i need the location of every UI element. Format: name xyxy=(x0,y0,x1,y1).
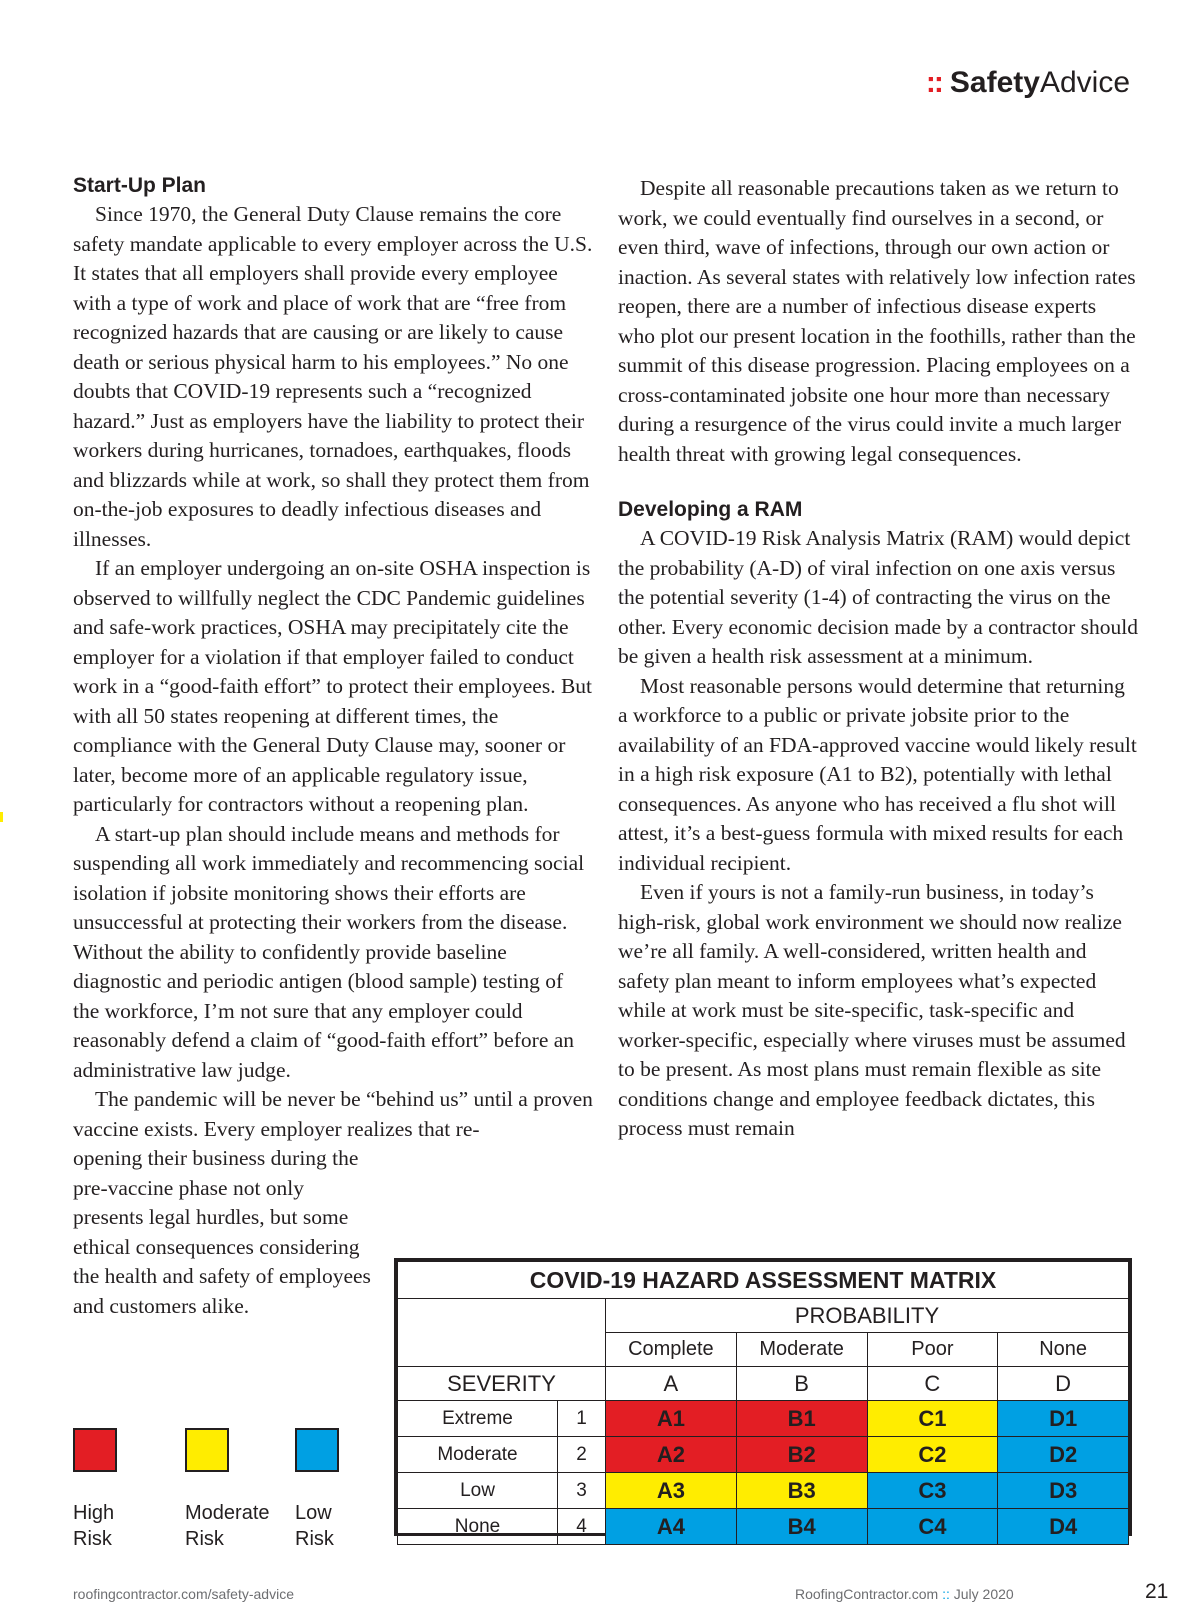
legend-label-line2: Risk xyxy=(73,1528,112,1550)
legend-low-risk xyxy=(295,1428,339,1552)
right-paragraph-2: A COVID-19 Risk Analysis Matrix (RAM) would depict the probability (A-D) of viral infection on one axis versus the potential severity (1-4) of contracting the virus on the other. Every economic decision made by a contractor should be given a health risk assessment at a minimum. xyxy=(618,526,1139,668)
probability-category: Moderate xyxy=(736,1333,867,1367)
severity-label: Extreme xyxy=(398,1401,558,1437)
footer-publication xyxy=(795,1586,1014,1602)
margin-marker xyxy=(0,812,3,822)
left-paragraph-2: If an employer undergoing an on-site OSHA inspection is observed to willfully neglect the CDC Pandemic guidelines and safe-work practices, OSHA may precipitately cite the employer for a violation if that employer failed to conduct work in a “good-faith effort” to protect their employees. But with all 50 states reopening at different times, the compliance with the General Duty Clause may, sooner or later, become more of an applicable regulatory issue, particularly for contractors without a reopening plan. xyxy=(73,556,593,816)
severity-number: 4 xyxy=(558,1509,606,1545)
matrix-cell: B3 xyxy=(736,1473,867,1509)
legend-label-line2: Risk xyxy=(295,1528,334,1550)
probability-letter: C xyxy=(867,1367,998,1401)
right-paragraph-1: Despite all reasonable precautions taken as we return to work, we could eventually find ourselves in a second, or even third, wave of infections, through our own action or inaction. As several states with relatively low infection rates reopen, there are a number of infectious disease experts who plot our present location in the foothills, rather than the summit of this disease progression. Placing employees on a cross-contaminated jobsite one hour more than necessary during a resurgence of the virus could invite a much larger health threat with growing legal consequences. xyxy=(618,176,1136,466)
severity-label: None xyxy=(398,1509,558,1545)
severity-number: 2 xyxy=(558,1437,606,1473)
probability-category: Complete xyxy=(606,1333,737,1367)
matrix-cell: C3 xyxy=(867,1473,998,1509)
matrix-blank-corner xyxy=(398,1299,606,1367)
right-paragraph-3: Most reasonable persons would determine that returning a workforce to a public or private jobsite prior to the availability of an FDA-approved vaccine would likely result in a high risk exposure (A1 to B2), potentially with lethal consequences. As anyone who has received a flu shot will attest, it’s a best-guess formula with mixed results for each individual recipient. xyxy=(618,673,1137,875)
footer-url: roofingcontractor.com/safety-advice xyxy=(73,1586,294,1602)
footer-date: July 2020 xyxy=(953,1586,1014,1602)
hazard-assessment-matrix xyxy=(394,1258,1132,1539)
matrix-cell: A3 xyxy=(606,1473,737,1509)
legend-label-line1: Low xyxy=(295,1502,332,1524)
matrix-row xyxy=(398,1401,1129,1437)
header-safety: Safety xyxy=(949,66,1040,99)
developing-ram-heading: Developing a RAM xyxy=(618,498,803,521)
matrix-probability-label: PROBABILITY xyxy=(606,1299,1129,1333)
left-paragraph-4-bottom: opening their business during the pre-vaccine phase not only presents legal hurdles, but some ethical consequences considering the health and safety of employees and customers alike. xyxy=(73,1146,371,1318)
legend-label-line2: Risk xyxy=(185,1528,224,1550)
severity-number: 1 xyxy=(558,1401,606,1437)
matrix-cell: C1 xyxy=(867,1401,998,1437)
section-header xyxy=(926,66,1130,100)
legend-label-line1: High xyxy=(73,1502,115,1524)
header-dots: :: xyxy=(925,66,942,99)
severity-label: Moderate xyxy=(398,1437,558,1473)
matrix-cell: D3 xyxy=(998,1473,1129,1509)
matrix-title: COVID-19 HAZARD ASSESSMENT MATRIX xyxy=(398,1262,1129,1299)
legend-label-line1: Moderate xyxy=(185,1502,270,1524)
legend-swatch-moderate xyxy=(185,1428,229,1472)
probability-category: None xyxy=(998,1333,1129,1367)
matrix-cell: C4 xyxy=(867,1509,998,1545)
matrix-cell: B4 xyxy=(736,1509,867,1545)
legend-swatch-low xyxy=(295,1428,339,1472)
legend-swatch-high xyxy=(73,1428,117,1472)
risk-legend xyxy=(73,1428,373,1548)
matrix-row xyxy=(398,1509,1129,1545)
matrix-cell: B2 xyxy=(736,1437,867,1473)
matrix-severity-label: SEVERITY xyxy=(398,1367,606,1401)
severity-number: 3 xyxy=(558,1473,606,1509)
footer-separator: :: xyxy=(942,1586,950,1602)
left-paragraph-4-top: The pandemic will be never be “behind us” until a proven vaccine exists. Every employer realizes that re- xyxy=(73,1087,593,1141)
left-paragraph-1: Since 1970, the General Duty Clause remains the core safety mandate applicable to every employer across the U.S. It states that all employers shall provide every employee with a type of work and place of work that are “free from recognized hazards that are causing or are likely to cause death or serious physical harm to his employees.” No one doubts that COVID-19 represents such a “recognized hazard.” Just as employers have the liability to protect their workers during hurricanes, tornadoes, earthquakes, floods and blizzards while at work, so shall they protect them from on-the-job exposures to deadly infectious diseases and illnesses. xyxy=(73,202,593,551)
matrix-cell: A2 xyxy=(606,1437,737,1473)
matrix-row xyxy=(398,1473,1129,1509)
matrix-cell: D1 xyxy=(998,1401,1129,1437)
header-advice: Advice xyxy=(1039,66,1130,99)
right-paragraph-4: Even if yours is not a family-run business, in today’s high-risk, global work environment we should now realize we’re all family. A well-considered, written health and safety plan meant to inform employees what’s expected while at work must be site-specific, task-specific and worker-specific, especially where viruses must be assumed to be present. As most plans must remain flexible as site conditions change and employee feedback dictates, this process must remain xyxy=(618,880,1126,1140)
probability-letter: B xyxy=(736,1367,867,1401)
matrix-cell: C2 xyxy=(867,1437,998,1473)
probability-category: Poor xyxy=(867,1333,998,1367)
footer-site: RoofingContractor.com xyxy=(795,1586,939,1602)
legend-high-risk xyxy=(73,1428,117,1552)
matrix-cell: A4 xyxy=(606,1509,737,1545)
probability-letter: D xyxy=(998,1367,1129,1401)
page-number: 21 xyxy=(1145,1580,1169,1603)
left-paragraph-3: A start-up plan should include means and methods for suspending all work immediately and recommencing social isolation if jobsite monitoring shows their efforts are unsuccessful at protecting their workers from the disease. Without the ability to confidently provide baseline diagnostic and periodic antigen (blood sample) testing of the workforce, I’m not sure that any employer could reasonably defend a claim of “good-faith effort” before an administrative law judge. xyxy=(73,821,585,1082)
matrix-cell: B1 xyxy=(736,1401,867,1437)
matrix-cell: A1 xyxy=(606,1401,737,1437)
matrix-row xyxy=(398,1437,1129,1473)
startup-plan-heading: Start-Up Plan xyxy=(73,174,207,197)
severity-label: Low xyxy=(398,1473,558,1509)
legend-moderate-risk xyxy=(185,1428,270,1552)
right-column xyxy=(618,174,1138,1144)
probability-letter: A xyxy=(606,1367,737,1401)
matrix-cell: D2 xyxy=(998,1437,1129,1473)
left-column xyxy=(73,174,593,1321)
matrix-cell: D4 xyxy=(998,1509,1129,1545)
